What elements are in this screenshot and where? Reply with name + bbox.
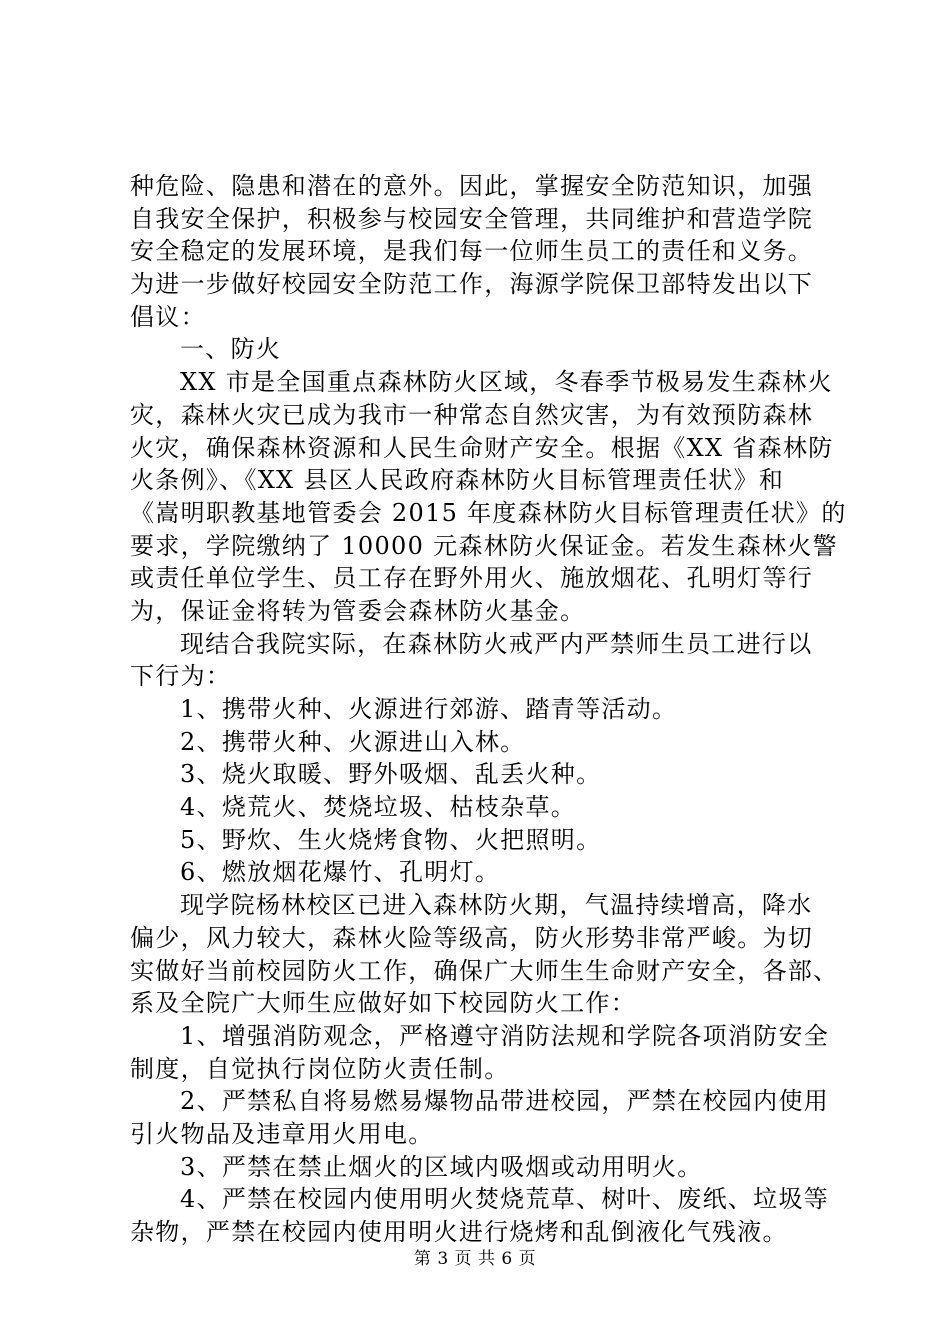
- text-line: 现结合我院实际，在森林防火戒严内严禁师生员工进行以: [180, 629, 813, 658]
- text-line: 《嵩明职教基地管委会 2015 年度森林防火目标管理责任状》的: [130, 498, 847, 527]
- text-line: 实做好当前校园防火工作，确保广大师生生命财产安全，各部、: [130, 956, 839, 985]
- text-line: 自我安全保护，积极参与校园安全管理，共同维护和营造学院: [130, 204, 814, 233]
- text-line: 为进一步做好校园安全防范工作，海源学院保卫部特发出以下: [130, 270, 814, 299]
- list-item: 2、携带火种、火源进山入林。: [180, 727, 526, 756]
- text-line: 为，保证金将转为管委会森林防火基金。: [130, 596, 586, 625]
- list-item: 5、野炊、生火烧烤食物、火把照明。: [180, 825, 602, 854]
- list-item: 6、燃放烟花爆竹、孔明灯。: [180, 858, 501, 887]
- text-line: 现学院杨林校区已进入森林防火期，气温持续增高，降水: [180, 891, 813, 920]
- text-line: 或责任单位学生、员工存在野外用火、施放烟花、孔明灯等行: [130, 564, 814, 593]
- text-line: 制度，自觉执行岗位防火责任制。: [130, 1054, 510, 1083]
- text-line: XX 市是全国重点森林防火区域，冬春季节极易发生森林火: [180, 368, 833, 397]
- section-heading: 一、防火: [180, 335, 282, 364]
- page-number-label: 第 3 页 共 6 页: [413, 1249, 537, 1269]
- text-line: 灾，森林火灾已成为我市一种常态自然灾害，为有效预防森林: [130, 400, 814, 429]
- document-body: [130, 170, 847, 1249]
- text-line: 系及全院广大师生应做好如下校园防火工作：: [130, 989, 636, 1018]
- text-line: 火灾，确保森林资源和人民生命财产安全。根据《XX 省森林防: [130, 433, 834, 462]
- page-footer: [0, 1244, 950, 1269]
- text-line: 安全稳定的发展环境，是我们每一位师生员工的责任和义务。: [130, 237, 814, 266]
- text-line: 要求，学院缴纳了 10000 元森林防火保证金。若发生森林火警: [130, 531, 838, 560]
- list-item: 2、严禁私自将易燃易爆物品带进校园，严禁在校园内使用: [180, 1087, 830, 1116]
- list-item: 4、烧荒火、焚烧垃圾、枯枝杂草。: [180, 793, 577, 822]
- text-line: 火条例》、《XX 县区人民政府森林防火目标管理责任状》和: [130, 466, 785, 495]
- list-item: 4、严禁在校园内使用明火焚烧荒草、树叶、废纸、垃圾等: [180, 1185, 830, 1214]
- list-item: 1、携带火种、火源进行郊游、踏青等活动。: [180, 695, 678, 723]
- list-item: 3、烧火取暖、野外吸烟、乱丢火种。: [180, 760, 602, 789]
- text-line: 下行为：: [130, 662, 232, 691]
- text-line: 偏少，风力较大，森林火险等级高，防火形势非常严峻。为切: [130, 923, 814, 952]
- list-item: 1、增强消防观念，严格遵守消防法规和学院各项消防安全: [180, 1021, 830, 1050]
- text-line: 引火物品及违章用火用电。: [130, 1119, 434, 1148]
- text-line: 种危险、隐患和潜在的意外。因此，掌握安全防范知识，加强: [130, 172, 814, 200]
- list-item: 3、严禁在禁止烟火的区域内吸烟或动用明火。: [180, 1152, 703, 1181]
- text-line: 杂物，严禁在校园内使用明火进行烧烤和乱倒液化气残液。: [130, 1218, 788, 1246]
- text-line: 倡议：: [130, 302, 206, 331]
